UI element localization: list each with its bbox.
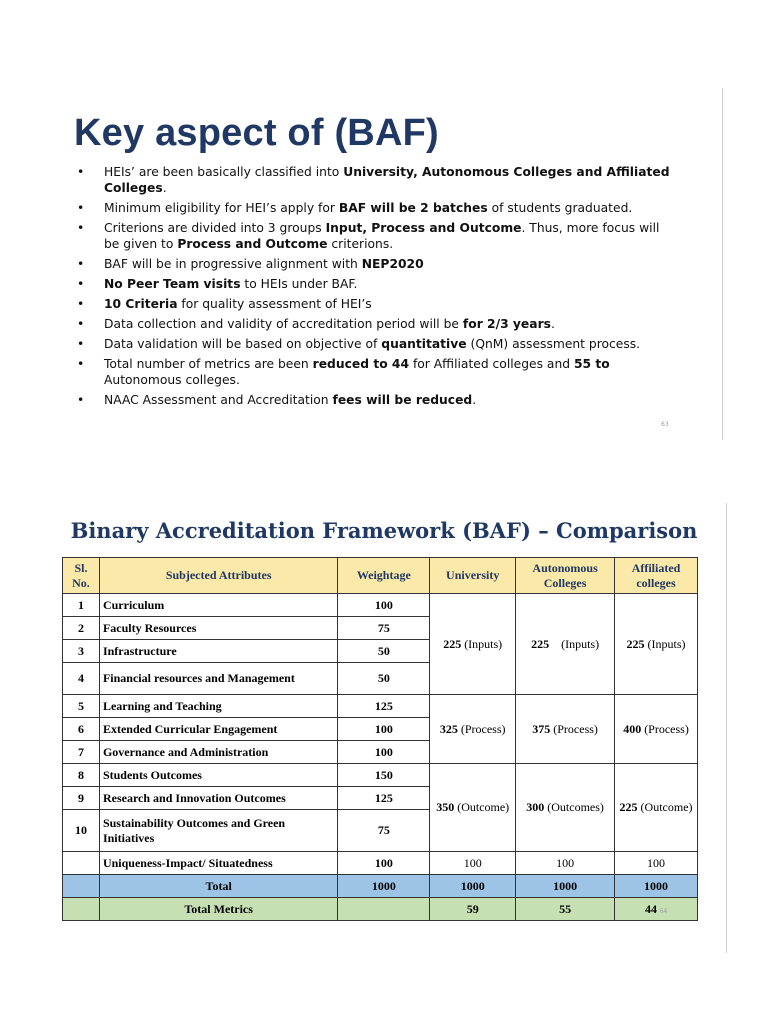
slide1-page-number: 63: [661, 421, 669, 428]
metrics-affiliated: 44: [645, 901, 658, 916]
bullet-bold-text: No Peer Team visits: [104, 277, 241, 291]
bullet-text: HEIs’ are been basically classified into: [104, 165, 344, 179]
row-weightage: 150: [338, 764, 430, 787]
row-attribute: Infrastructure: [99, 640, 337, 663]
inputs-affiliated-label: (Inputs): [644, 636, 686, 651]
process-university-label: (Process): [457, 721, 506, 736]
bullet-text: .: [162, 181, 167, 195]
row-weightage: 125: [338, 787, 430, 810]
slide1-right-border: [722, 88, 723, 440]
metrics-university: 59: [430, 898, 516, 921]
row-sl: 6: [63, 718, 100, 741]
metrics-affiliated-cell: [615, 898, 698, 921]
row-sl: 8: [63, 764, 100, 787]
slide2-title: Binary Accreditation Framework (BAF) – Comparison: [70, 518, 698, 543]
total-row: [63, 875, 698, 898]
process-autonomous-label: (Process): [550, 721, 598, 736]
row-weightage: 100: [338, 741, 430, 764]
outcome-autonomous-value: 300: [526, 800, 545, 814]
process-affiliated-label: (Process): [641, 721, 689, 736]
row-attribute: Curriculum: [99, 594, 337, 617]
process-affiliated-cell: [615, 695, 698, 764]
bullet-bold-text: BAF will be 2 batches: [338, 201, 488, 215]
bullet-bold-text: quantitative: [381, 337, 467, 351]
row-sl: 2: [63, 617, 100, 640]
bullet-item: [75, 256, 675, 272]
bullet-item: [75, 276, 675, 292]
total-weightage: 1000: [338, 875, 430, 898]
bullet-bold-text: for 2/3 years: [462, 317, 551, 331]
inputs-autonomous-cell: [516, 594, 615, 695]
header-affiliated-colleges: Affiliated colleges: [615, 558, 698, 594]
row-weightage: 75: [338, 617, 430, 640]
slide2-page-number: 64: [660, 906, 668, 915]
outcome-autonomous-label: (Outcomes): [544, 800, 604, 814]
row-attribute: Governance and Administration: [99, 741, 337, 764]
metrics-sl-empty: [63, 898, 100, 921]
row-sl: 5: [63, 695, 100, 718]
process-autonomous-cell: [516, 695, 615, 764]
total-affiliated: 1000: [615, 875, 698, 898]
row-sl: 4: [63, 663, 100, 695]
bullet-bold-text: Input, Process and Outcome: [325, 221, 522, 235]
metrics-label: Total Metrics: [99, 898, 337, 921]
header-subjected-attributes: Subjected Attributes: [99, 558, 337, 594]
uniqueness-affiliated: 100: [615, 852, 698, 875]
bullet-bold-text: 10 Criteria: [104, 297, 178, 311]
row-sl: 9: [63, 787, 100, 810]
total-university: 1000: [430, 875, 516, 898]
bullet-bold-text: NEP2020: [361, 257, 424, 271]
bullet-bold-text: reduced to 44: [312, 357, 410, 371]
row-weightage: 100: [338, 594, 430, 617]
slide2-right-border: [726, 503, 727, 953]
header-university: University: [430, 558, 516, 594]
inputs-university-cell: [430, 594, 516, 695]
bullet-bold-text: fees will be reduced: [332, 393, 473, 407]
bullet-text: .: [550, 317, 555, 331]
bullet-text: (QnM) assessment process.: [466, 337, 641, 351]
table-header-row: [63, 558, 698, 594]
process-university-cell: [430, 695, 516, 764]
uniqueness-row: [63, 852, 698, 875]
row-attribute: Faculty Resources: [99, 617, 337, 640]
bullet-text: Minimum eligibility for HEI’s apply for: [104, 201, 339, 215]
bullet-text: to HEIs under BAF.: [240, 277, 358, 291]
uniqueness-attribute: Uniqueness-Impact/ Situatedness: [99, 852, 337, 875]
bullet-text: of students graduated.: [487, 201, 633, 215]
header-weightage: Weightage: [338, 558, 430, 594]
row-sl: 1: [63, 594, 100, 617]
row-attribute: Extended Curricular Engagement: [99, 718, 337, 741]
bullet-text: for Affiliated colleges and: [409, 357, 574, 371]
bullet-text: BAF will be in progressive alignment with: [104, 257, 362, 271]
total-autonomous: 1000: [516, 875, 615, 898]
bullet-text: criterions.: [327, 237, 394, 251]
header-sl-no: Sl. No.: [63, 558, 100, 594]
bullet-bold-text: 55 to: [573, 357, 610, 371]
row-attribute: Learning and Teaching: [99, 695, 337, 718]
bullet-text: Autonomous colleges.: [104, 373, 240, 387]
outcome-autonomous-cell: [516, 764, 615, 852]
bullet-text: NAAC Assessment and Accreditation: [104, 393, 333, 407]
row-attribute: Sustainability Outcomes and Green Initiatives: [99, 810, 337, 852]
inputs-affiliated-cell: [615, 594, 698, 695]
bullet-item: [75, 220, 675, 252]
key-aspect-bullet-list: [75, 164, 675, 412]
row-weightage: 50: [338, 663, 430, 695]
uniqueness-sl-empty: [63, 852, 100, 875]
baf-comparison-table: [62, 557, 698, 921]
bullet-item: [75, 336, 675, 352]
table-row: [63, 695, 698, 718]
outcome-university-value: 350: [436, 800, 455, 814]
process-university-value: 325: [439, 721, 458, 736]
uniqueness-autonomous: 100: [516, 852, 615, 875]
total-sl-empty: [63, 875, 100, 898]
bullet-text: Criterions are divided into 3 groups: [104, 221, 326, 235]
header-autonomous-colleges: Autonomous Colleges: [516, 558, 615, 594]
outcome-university-label: (Outcome): [454, 800, 510, 814]
outcome-affiliated-label: (Outcome): [637, 800, 693, 814]
inputs-autonomous-value: 225: [531, 636, 550, 651]
outcome-university-cell: [430, 764, 516, 852]
row-weightage: 50: [338, 640, 430, 663]
bullet-item: [75, 392, 675, 408]
process-affiliated-value: 400: [623, 721, 642, 736]
row-weightage: 125: [338, 695, 430, 718]
metrics-autonomous: 55: [516, 898, 615, 921]
inputs-affiliated-value: 225: [626, 636, 645, 651]
row-attribute: Students Outcomes: [99, 764, 337, 787]
outcome-affiliated-cell: [615, 764, 698, 852]
bullet-text: for quality assessment of HEI’s: [177, 297, 372, 311]
bullet-text: . Thus, more focus will be given to: [104, 221, 660, 251]
bullet-item: [75, 164, 675, 196]
inputs-university-label: (Inputs): [461, 636, 503, 651]
inputs-autonomous-label: (Inputs): [549, 636, 600, 651]
row-weightage: 100: [338, 718, 430, 741]
bullet-item: [75, 296, 675, 312]
row-sl: 7: [63, 741, 100, 764]
bullet-bold-text: University, Autonomous Colleges and Affiliated Colleges: [104, 165, 670, 195]
bullet-text: Data collection and validity of accreditation period will be: [104, 317, 463, 331]
uniqueness-weightage: 100: [338, 852, 430, 875]
row-sl: 10: [63, 810, 100, 852]
row-attribute: Research and Innovation Outcomes: [99, 787, 337, 810]
uniqueness-university: 100: [430, 852, 516, 875]
bullet-text: Data validation will be based on objective of: [104, 337, 382, 351]
outcome-affiliated-value: 225: [619, 800, 638, 814]
metrics-weightage-empty: [338, 898, 430, 921]
process-autonomous-value: 375: [532, 721, 551, 736]
slide1-title: Key aspect of (BAF): [74, 112, 439, 154]
table-row: [63, 764, 698, 787]
bullet-text: .: [472, 393, 477, 407]
row-weightage: 75: [338, 810, 430, 852]
total-label: Total: [99, 875, 337, 898]
bullet-text: Total number of metrics are been: [104, 357, 313, 371]
inputs-university-value: 225: [443, 636, 462, 651]
bullet-bold-text: Process and Outcome: [177, 237, 328, 251]
table-row: [63, 594, 698, 617]
bullet-item: [75, 200, 675, 216]
row-attribute: Financial resources and Management: [99, 663, 337, 695]
bullet-item: [75, 356, 675, 388]
row-sl: 3: [63, 640, 100, 663]
bullet-item: [75, 316, 675, 332]
total-metrics-row: [63, 898, 698, 921]
